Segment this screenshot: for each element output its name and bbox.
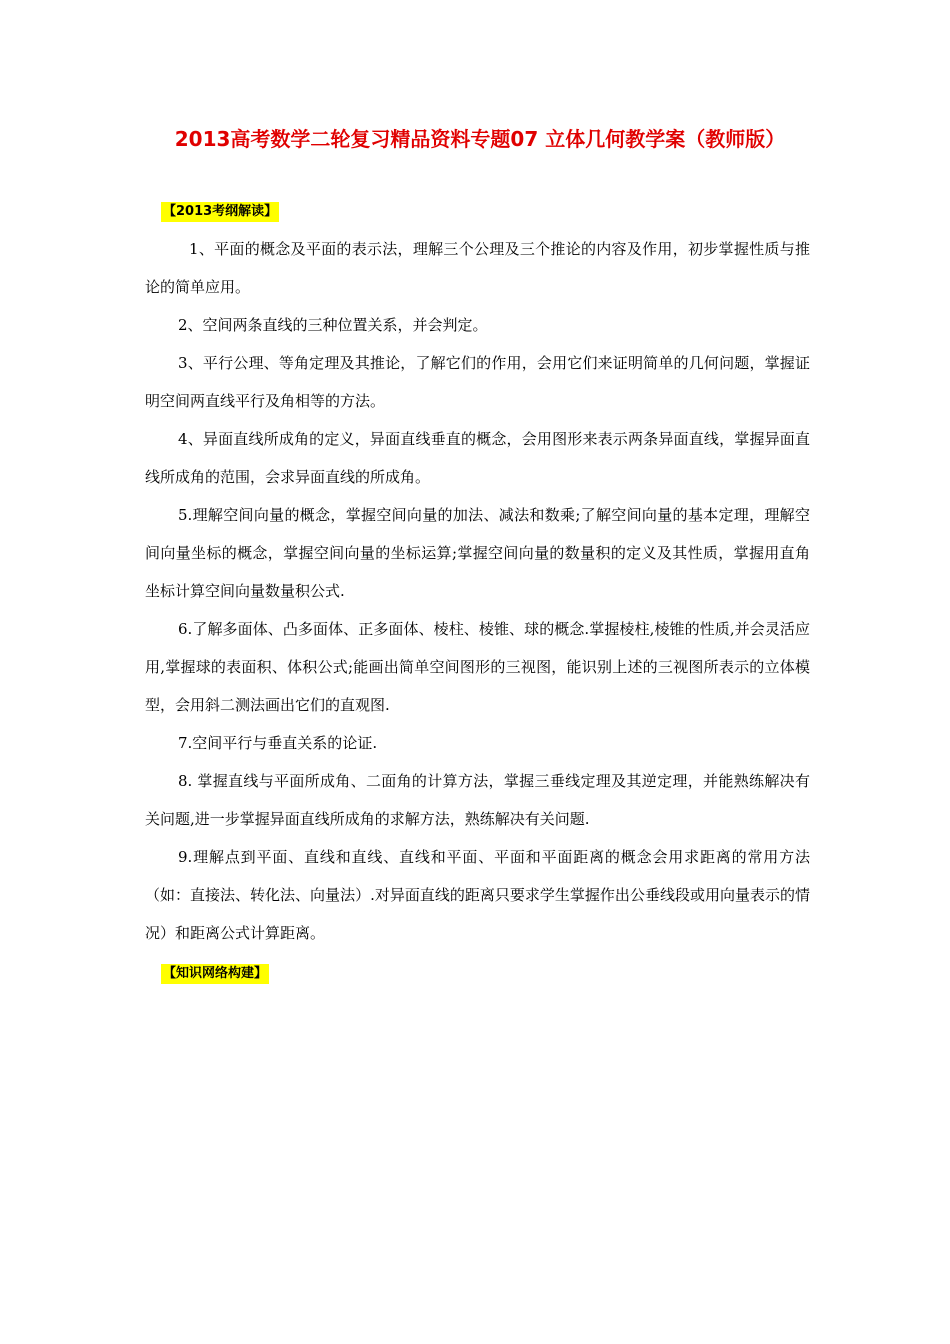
section-heading-syllabus: 【2013考纲解读】 [161, 202, 279, 222]
syllabus-item-8: 8. 掌握直线与平面所成角、二面角的计算方法，掌握三垂线定理及其逆定理，并能熟练解决有关问题,进一步掌握异面直线所成角的求解方法，熟练解决有关问题. [145, 772, 810, 828]
section-heading-knowledge-network: 【知识网络构建】 [161, 964, 269, 984]
document-title: 2013高考数学二轮复习精品资料专题07 立体几何教学案（教师版） [174, 127, 786, 151]
syllabus-item-5: 5.理解空间向量的概念，掌握空间向量的加法、减法和数乘;了解空间向量的基本定理，理解空间向量坐标的概念，掌握空间向量的坐标运算;掌握空间向量的数量积的定义及其性质，掌握用直角坐标计算空间向量数量积公式. [145, 506, 810, 600]
syllabus-item-4: 4、异面直线所成角的定义，异面直线垂直的概念，会用图形来表示两条异面直线，掌握异面直线所成角的范围，会求异面直线的所成角。 [145, 430, 810, 486]
syllabus-item-1: 1、平面的概念及平面的表示法，理解三个公理及三个推论的内容及作用，初步掌握性质与推论的简单应用。 [145, 240, 810, 296]
syllabus-item-7: 7.空间平行与垂直关系的论证. [178, 734, 378, 752]
syllabus-item-3: 3、平行公理、等角定理及其推论，了解它们的作用，会用它们来证明简单的几何问题，掌握证明空间两直线平行及角相等的方法。 [145, 354, 810, 410]
syllabus-item-2: 2、空间两条直线的三种位置关系，并会判定。 [178, 316, 488, 334]
syllabus-item-9: 9.理解点到平面、直线和直线、直线和平面、平面和平面距离的概念会用求距离的常用方法（如：直接法、转化法、向量法）.对异面直线的距离只要求学生掌握作出公垂线段或用向量表示的情况）和距离公式计算距离。 [145, 848, 810, 942]
syllabus-list [145, 230, 810, 952]
syllabus-item-6: 6.了解多面体、凸多面体、正多面体、棱柱、棱锥、球的概念.掌握棱柱,棱锥的性质,并会灵活应用,掌握球的表面积、体积公式;能画出简单空间图形的三视图，能识别上述的三视图所表示的立体模型，会用斜二测法画出它们的直观图. [145, 620, 810, 714]
